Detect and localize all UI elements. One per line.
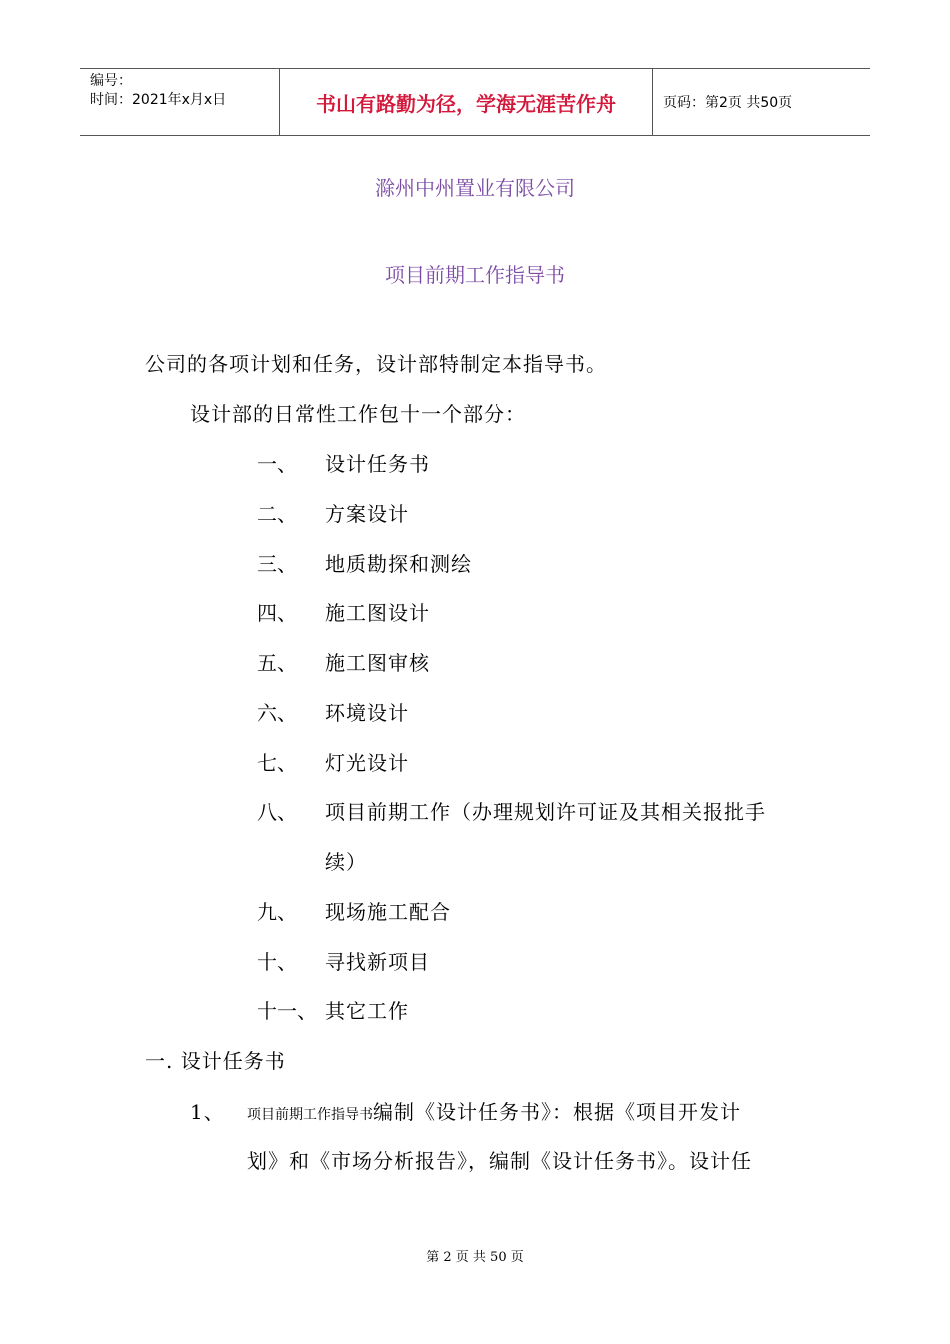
list-item-text: 施工图审核 (325, 651, 430, 675)
list-item-number: 四、 (257, 601, 297, 625)
time-label: 时间：2021年x月x日 (90, 92, 227, 108)
company-name: 滁州中州置业有限公司 (375, 176, 575, 200)
paragraph-line (247, 1096, 741, 1125)
list-item-text-continued: 续） (325, 850, 367, 874)
list-item-number: 八、 (257, 800, 297, 824)
paragraph-line: 划》和《市场分析报告》，编制《设计任务书》。设计任 (247, 1149, 752, 1173)
page-footer: 第 2 页 共 50 页 (426, 1250, 524, 1265)
serial-label: 编号： (90, 73, 132, 89)
paragraph-line-text: 编制《设计任务书》：根据《项目开发计 (373, 1100, 741, 1124)
list-item-number: 六、 (257, 701, 297, 725)
list-item-number: 一、 (257, 452, 297, 476)
list-item-text: 项目前期工作（办理规划许可证及其相关报批手 (325, 800, 766, 824)
list-item-number: 十一、 (257, 999, 317, 1023)
paragraph-small-prefix: 项目前期工作指导书 (247, 1107, 373, 1123)
list-item-text: 施工图设计 (325, 601, 430, 625)
list-item-number: 九、 (257, 900, 297, 924)
header-meta (80, 69, 280, 135)
list-item-number: 三、 (257, 552, 297, 576)
intro-line: 公司的各项计划和任务，设计部特制定本指导书。 (145, 352, 607, 376)
header-page-info: 页码：第2页 共50页 (663, 95, 793, 111)
list-item-number: 二、 (257, 502, 297, 526)
list-item-number: 十、 (257, 950, 297, 974)
list-item-text: 方案设计 (325, 502, 409, 526)
list-item-text: 其它工作 (325, 999, 409, 1023)
header-motto: 书山有路勤为径，学海无涯苦作舟 (280, 69, 653, 135)
section-heading: 一. 设计任务书 (145, 1049, 286, 1073)
list-item-text: 灯光设计 (325, 751, 409, 775)
list-item-text: 寻找新项目 (325, 950, 430, 974)
list-item-number: 五、 (257, 651, 297, 675)
list-item-text: 地质勘探和测绘 (325, 552, 472, 576)
list-item-text: 现场施工配合 (325, 900, 451, 924)
paragraph-number: 1、 (190, 1100, 225, 1124)
list-item-text: 环境设计 (325, 701, 409, 725)
document-title: 项目前期工作指导书 (385, 263, 565, 287)
list-item-number: 七、 (257, 751, 297, 775)
scope-line: 设计部的日常性工作包十一个部分： (190, 402, 526, 426)
list-item-text: 设计任务书 (325, 452, 430, 476)
page-header (80, 68, 870, 136)
